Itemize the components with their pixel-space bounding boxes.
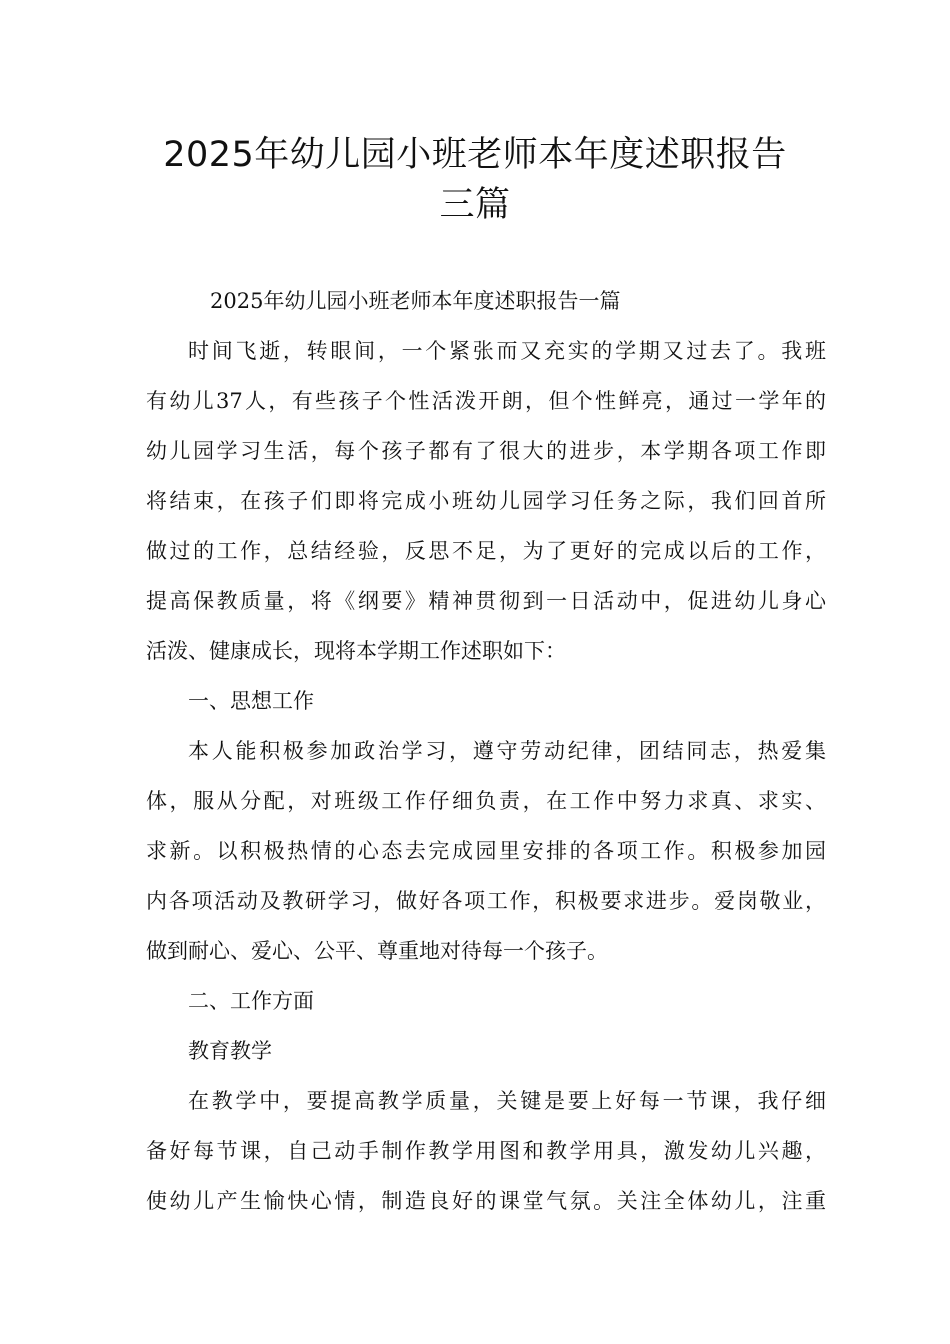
- paragraph-line: 备好每节课，自己动手制作教学用图和教学用具，激发幼儿兴趣，: [146, 1139, 826, 1163]
- paragraph-line: 内各项活动及教研学习，做好各项工作，积极要求进步。爱岗敬业，: [146, 889, 826, 913]
- paragraph-line: 时间飞逝，转眼间，一个紧张而又充实的学期又过去了。我班: [188, 339, 826, 363]
- paragraph-line: 有幼儿37人，有些孩子个性活泼开朗，但个性鲜亮，通过一学年的: [146, 389, 826, 413]
- paragraph-line: 将结束，在孩子们即将完成小班幼儿园学习任务之际，我们回首所: [146, 489, 826, 513]
- section-heading: 一、思想工作: [188, 689, 314, 713]
- paragraph-line: 本人能积极参加政治学习，遵守劳动纪律，团结同志，热爱集: [188, 739, 826, 763]
- section-subtitle: 2025年幼儿园小班老师本年度述职报告一篇: [210, 289, 621, 313]
- paragraph-line: 做过的工作，总结经验，反思不足，为了更好的完成以后的工作，: [146, 539, 826, 563]
- document-title-continued: 三篇: [439, 185, 511, 225]
- paragraph-line: 做到耐心、爱心、公平、尊重地对待每一个孩子。: [146, 939, 608, 963]
- section-heading: 二、工作方面: [188, 989, 314, 1013]
- paragraph-line: 活泼、健康成长，现将本学期工作述职如下：: [146, 639, 566, 663]
- paragraph-line: 在教学中，要提高教学质量，关键是要上好每一节课，我仔细: [188, 1089, 826, 1113]
- paragraph-line: 体，服从分配，对班级工作仔细负责，在工作中努力求真、求实、: [146, 789, 826, 813]
- paragraph-line: 提高保教质量，将《纲要》精神贯彻到一日活动中，促进幼儿身心: [146, 589, 826, 613]
- document-title: 2025年幼儿园小班老师本年度述职报告: [163, 135, 787, 175]
- paragraph-line: 求新。以积极热情的心态去完成园里安排的各项工作。积极参加园: [146, 839, 826, 863]
- paragraph-line: 使幼儿产生愉快心情，制造良好的课堂气氛。关注全体幼儿，注重: [146, 1189, 826, 1213]
- subsection-heading: 教育教学: [188, 1039, 272, 1063]
- paragraph-line: 幼儿园学习生活，每个孩子都有了很大的进步，本学期各项工作即: [146, 439, 826, 463]
